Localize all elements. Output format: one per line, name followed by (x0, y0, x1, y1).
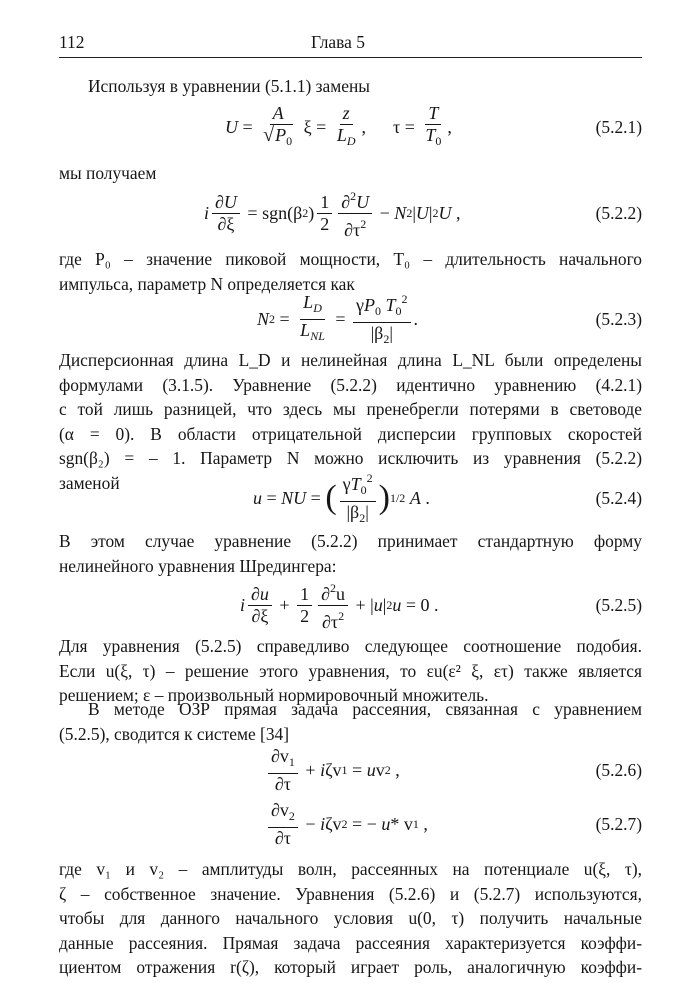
paragraph-line: (α = 0). В области отрицательной дисперсии групповых скоростей (59, 423, 642, 444)
equation-body: U = $\frac{A}{√P_0}$ ξ = $\frac{z}{L_D}$ , τ = $\frac{T}{T_0}$ , (225, 102, 452, 148)
equation-body: N 2 = $\frac{L_D}{L_{NL}}$ = $\frac{\gamma P_0 T_0^2}{|\beta_2|}$ . (257, 291, 419, 346)
paragraph-line: мы получаем (59, 163, 157, 183)
paragraph-line: В методе ОЗР прямая задача рассеяния, связанная с уравнением (88, 699, 642, 719)
paragraph-line: где v₁ и v₂ – амплитуды волн, рассеянных на потенциале u(ξ, τ), (59, 859, 642, 879)
paragraph-ist-method (59, 697, 642, 746)
paragraph-we-get (59, 161, 642, 186)
paragraph-line: формулами (3.1.5). Уравнение (5.2.2) идентично уравнению (4.2.1) (59, 374, 642, 395)
paragraph-line: нелинейного уравнения Шредингера: (59, 555, 337, 576)
equation-5-2-3 (59, 291, 642, 346)
paragraph-line: Используя в уравнении (5.1.1) замены (88, 76, 370, 96)
paragraph-intro (59, 74, 642, 99)
paragraph-line: данные рассеяния. Прямая задача рассеяния характеризуется коэффи- (59, 932, 642, 953)
paragraph-line: заменой (59, 472, 120, 493)
paragraph-definitions (59, 247, 642, 296)
equation-body: i $\frac{\partial U}{\partial\xi}$ = sgn(β 2 ) $\frac{1}{2}$ $\frac{\partial^2U}{\partial\tau^2}$ − N 2 | U | 2 U , (204, 188, 461, 240)
paragraph-line: с той лишь разницей, что здесь мы пренебрегли потерями в световоде (59, 399, 642, 419)
paragraph-line: ζ – собственное значение. Уравнения (5.2.6) и (5.2.7) используются, (59, 883, 642, 904)
equation-5-2-5 (59, 580, 642, 632)
equation-5-2-7 (59, 799, 642, 848)
equation-body: u = NU = ( $\frac{\gamma T_0^2}{|\beta_2|}$ ) 1/2 A . (253, 470, 430, 525)
equation-number: (5.2.3) (595, 308, 642, 329)
paragraph-standard-form (59, 529, 642, 578)
paragraph-line: (5.2.5), сводится к системе [34] (59, 723, 290, 744)
paragraph-line: чтобы для данного начального условия u(0, τ) получить начальные (59, 908, 642, 928)
paragraph-line: Дисперсионная длина L_D и нелинейная длина L_NL были определены (59, 350, 642, 370)
equation-5-2-6 (59, 745, 642, 794)
chapter-title: Глава 5 (311, 32, 365, 52)
header-rule (59, 57, 642, 58)
paragraph-line: В этом случае уравнение (5.2.2) принимает стандартную форму (59, 531, 642, 551)
paragraph-line: Для уравнения (5.2.5) справедливо следующее соотношение подобия. (59, 636, 642, 656)
paragraph-line: циентом отражения r(ζ), который играет роль, аналогичную коэффи- (59, 957, 642, 977)
paragraph-line: решением; ε – произвольный нормировочный множитель. (59, 685, 489, 705)
equation-number: (5.2.7) (595, 813, 642, 834)
equation-5-2-2 (59, 188, 642, 240)
paragraph-line: импульса, параметр N определяется как (59, 273, 355, 294)
equation-number: (5.2.6) (595, 759, 642, 780)
equation-body: $\frac{\partial v_1}{\partial\tau}$ + i ζv 1 = u v 2 , (265, 750, 400, 790)
paragraph-line: Если u(ξ, τ) – решение этого уравнения, то εu(ε² ξ, ετ) также является (59, 660, 642, 681)
equation-5-2-1 (59, 102, 642, 148)
equation-number: (5.2.1) (595, 116, 642, 137)
equation-number: (5.2.2) (595, 202, 642, 223)
paragraph-line: где P₀ – значение пиковой мощности, T₀ – длительность начального (59, 249, 642, 269)
paragraph-scattering (59, 857, 642, 980)
running-header (59, 30, 641, 56)
equation-body: i $\frac{\partial u}{\partial\xi}$ + $\frac{1}{2}$ $\frac{\partial^2u}{\partial\tau^2}$ + | u | 2 u = 0 . (240, 580, 439, 632)
equation-body: $\frac{\partial v_2}{\partial\tau}$ − i ζv 2 = − u * v 1 , (265, 804, 428, 844)
page-number: 112 (59, 32, 85, 52)
equation-5-2-4 (59, 470, 642, 525)
paragraph-line: sgn(β₂) = – 1. Параметр N можно исключить из уравнения (5.2.2) (59, 448, 642, 468)
equation-number: (5.2.4) (595, 487, 642, 508)
equation-number: (5.2.5) (595, 594, 642, 615)
